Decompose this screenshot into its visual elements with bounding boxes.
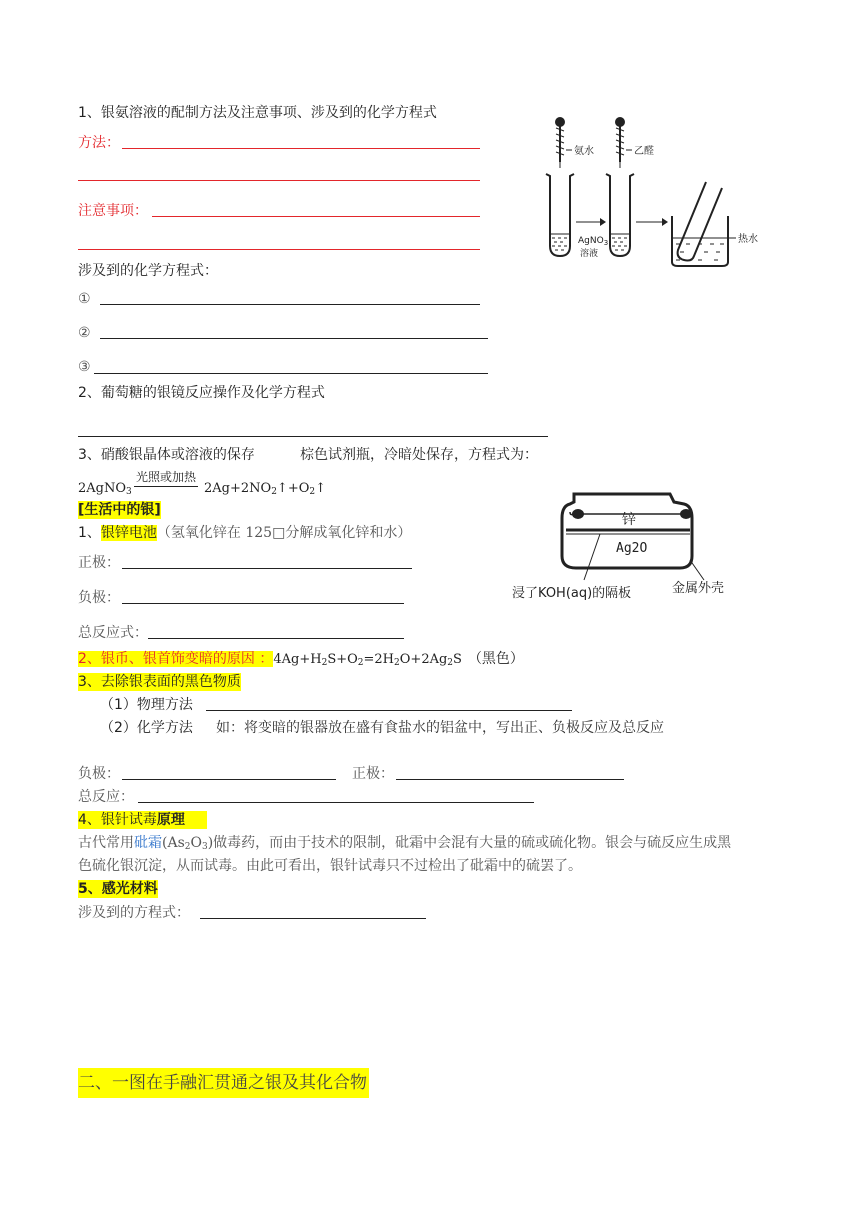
method-answer-line-2[interactable] <box>78 180 480 181</box>
removal-title: 3、去除银表面的黑色物质 <box>78 674 241 690</box>
method-answer-line-1[interactable] <box>122 148 480 149</box>
battery-title: 1、银锌电池（氢氧化锌在 125□分解成氧化锌和水） <box>78 525 412 541</box>
arsenic-link[interactable]: 砒霜 <box>134 835 162 851</box>
label-ag2o: Ag2O <box>616 541 648 556</box>
removal-total-line[interactable] <box>138 802 534 803</box>
q3-answer: 棕色试剂瓶，冷暗处保存，方程式为： <box>300 447 538 463</box>
battery-total-line[interactable] <box>148 638 404 639</box>
notes-answer-line-1[interactable] <box>152 216 480 217</box>
photosensitive-eq-label: 涉及到的方程式： <box>78 905 190 921</box>
battery-positive-line[interactable] <box>122 568 412 569</box>
label-ammonia: 氨水 <box>574 146 594 157</box>
marker-1: ① <box>78 291 91 307</box>
method-label: 方法： <box>78 135 120 151</box>
equations-label: 涉及到的化学方程式： <box>78 263 218 279</box>
eq-condition-bar <box>134 486 198 487</box>
chemical-method-label: （2）化学方法 <box>100 720 193 736</box>
label-solution: 溶液 <box>580 249 599 259</box>
battery-negative-line[interactable] <box>122 603 404 604</box>
label-agno3-sub: 3 <box>603 239 609 247</box>
silver-zinc-cell-figure <box>508 484 758 604</box>
needle-text-line-1: 古代常用砒霜$(As_2O_3)$做毒药，而由于技术的限制，砒霜中会混有大量的硫或硫化物。银会与硫反应生成黑 <box>78 835 732 852</box>
q3-title: 3、硝酸银晶体或溶液的保存 <box>78 447 255 463</box>
marker-3: ③ <box>78 359 91 375</box>
removal-total-label: 总反应： <box>78 789 134 805</box>
needle-title: 4、银针试毒原理 <box>78 811 207 829</box>
label-zinc: 锌 <box>622 512 636 528</box>
eq-condition: 光照或加热 <box>136 470 197 484</box>
removal-negative-line[interactable] <box>122 779 336 780</box>
section-2-title: 二、一图在手融汇贯通之银及其化合物 <box>78 1068 369 1098</box>
label-separator: 浸了KOH(aq)的隔板 <box>512 586 632 601</box>
battery-negative-label: 负极： <box>78 590 120 606</box>
silver-mirror-apparatus-figure <box>538 110 798 270</box>
agno3-decomposition-products: $2Ag+2NO_2↑+O_2↑$ <box>204 481 327 497</box>
equation-line-3[interactable] <box>94 373 488 374</box>
q2-title: 2、葡萄糖的银镜反应操作及化学方程式 <box>78 385 325 401</box>
label-metal-shell: 金属外壳 <box>672 581 725 596</box>
marker-2: ② <box>78 325 91 341</box>
equation-line-1[interactable] <box>100 304 480 305</box>
section-silver-in-life: [生活中的银] <box>78 502 161 518</box>
physical-method-line[interactable] <box>206 710 572 711</box>
notes-label: 注意事项： <box>78 203 148 219</box>
equation-line-2[interactable] <box>100 338 488 339</box>
notes-answer-line-2[interactable] <box>78 249 480 250</box>
removal-positive-line[interactable] <box>396 779 624 780</box>
label-agno3: AgNO <box>578 236 604 246</box>
tarnish-line: 2、银币、银首饰变暗的原因 ：$4Ag+H_2S+O_2=2H_2O+2Ag_2S$ （黑色） <box>78 651 524 668</box>
removal-negative-label: 负极： <box>78 766 120 782</box>
label-hot-water: 热水 <box>738 234 758 245</box>
label-acetaldehyde: 乙醛 <box>634 146 654 157</box>
photosensitive-eq-line[interactable] <box>200 918 426 919</box>
svg-text:AgNO3 <box>578 236 608 247</box>
removal-positive-label: 正极： <box>352 766 394 782</box>
photosensitive-title: 5、感光材料 <box>78 881 158 897</box>
battery-total-label: 总反应式： <box>78 625 148 641</box>
physical-method-label: （1）物理方法 <box>100 697 193 713</box>
needle-text-line-2: 色硫化银沉淀，从而试毒。由此可看出，银针试毒只不过检出了砒霜中的硫罢了。 <box>78 858 582 874</box>
q1-title: 1、银氨溶液的配制方法及注意事项、涉及到的化学方程式 <box>78 105 437 121</box>
battery-positive-label: 正极： <box>78 555 120 571</box>
q2-answer-line[interactable] <box>78 436 548 437</box>
chemical-method-desc: 如：将变暗的银器放在盛有食盐水的铝盆中，写出正、负极反应及总反应 <box>216 720 664 736</box>
agno3-decomposition-eq: 2AgNO$_3$ <box>78 481 132 497</box>
